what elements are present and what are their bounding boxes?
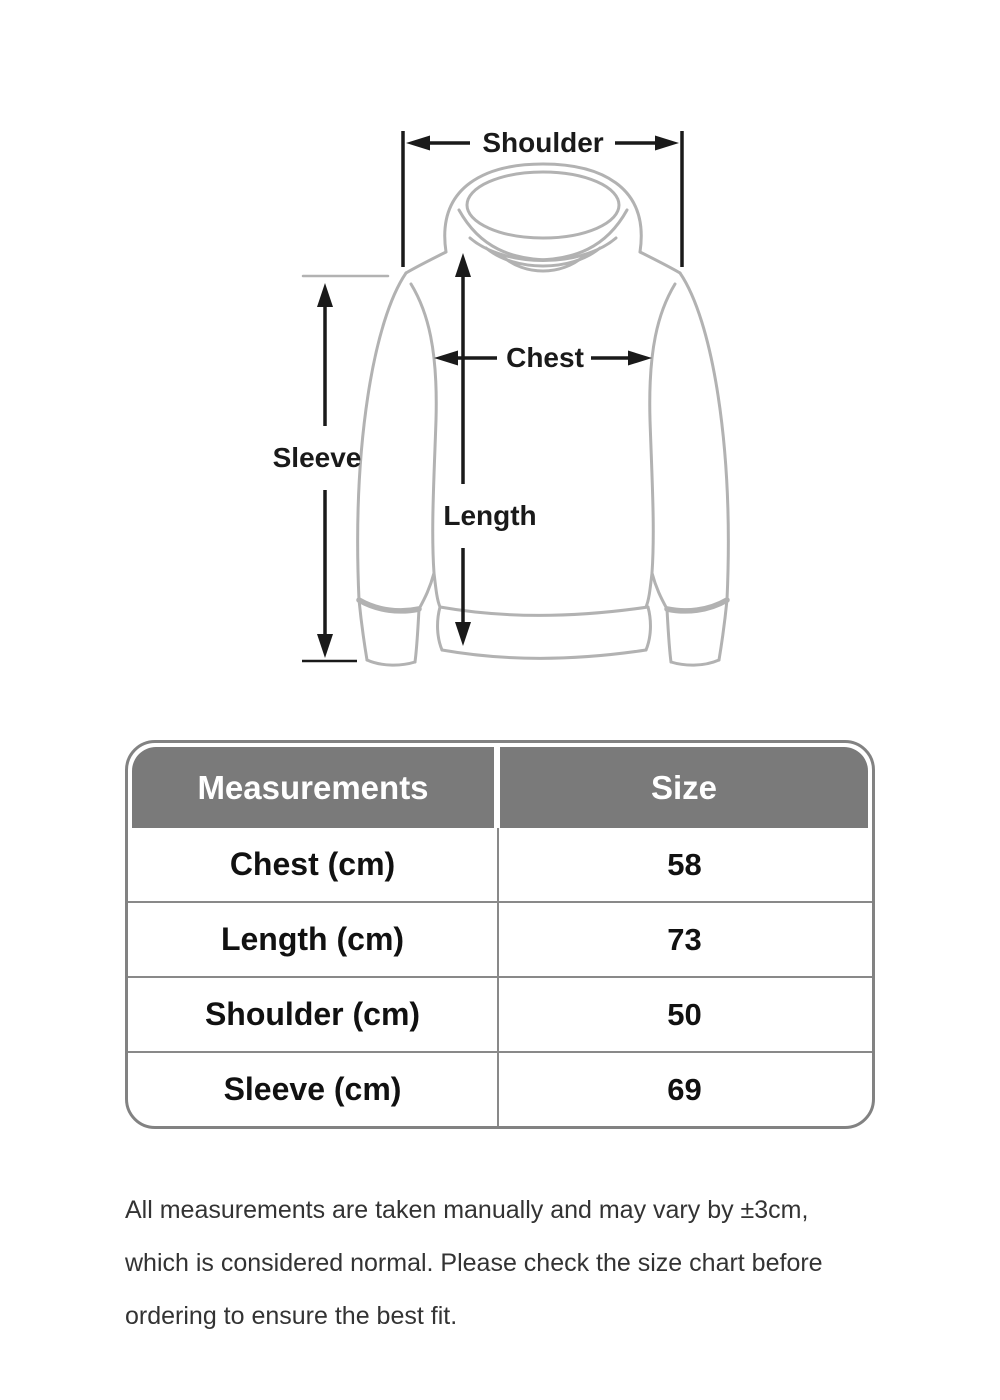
column-divider [497,828,499,1126]
size-table [125,740,875,1129]
length-label: Length [443,500,537,531]
length-measure [455,253,471,646]
row-label: Length (cm) [220,921,405,957]
row-label: Shoulder (cm) [204,996,421,1032]
shoulder-label: Shoulder [482,127,604,158]
row-value: 69 [667,1071,702,1107]
col-header-size: Size [500,747,868,828]
note-line: All measurements are taken manually and may vary by ±3cm, [125,1196,809,1224]
row-label: Chest (cm) [229,846,396,882]
row-label: Sleeve (cm) [223,1071,402,1107]
note-line: which is considered normal. Please check the size chart before [125,1249,823,1277]
chest-label: Chest [506,342,584,373]
table-row-shoulder [128,976,872,1051]
row-value: 50 [667,996,702,1032]
sleeve-label: Sleeve [272,442,362,473]
hoodie-outline [303,164,728,665]
table-row-sleeve [128,1051,872,1126]
row-value: 58 [667,846,702,882]
table-row-length [128,901,872,976]
table-header-row [128,743,872,828]
measurement-note [125,1184,905,1343]
note-line: ordering to ensure the best fit. [125,1302,458,1330]
row-value: 73 [667,921,702,957]
table-row-chest [128,828,872,901]
col-header-measurements: Measurements [132,747,494,828]
table-body [128,828,872,1126]
